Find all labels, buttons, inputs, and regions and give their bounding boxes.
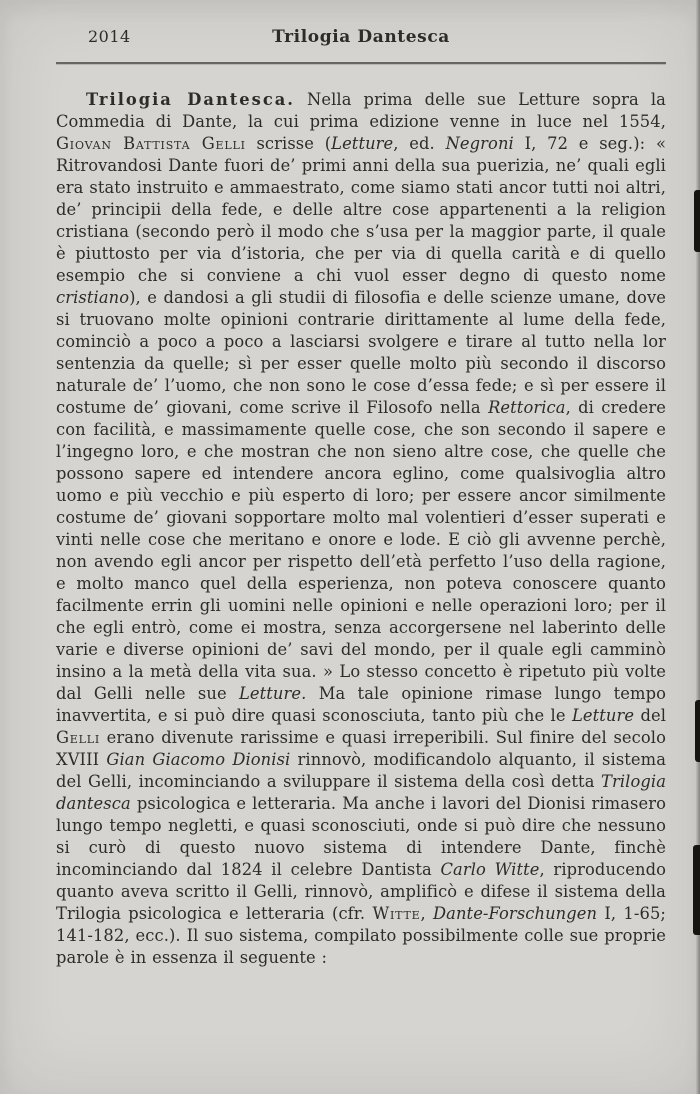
text-segment-italic: Dante-Forschungen — [433, 904, 598, 923]
text-segment-normal: , di credere con facilità, e massimamente quelle cose, che son secondo il sapere e l’ingegno loro, e che mostran che non sieno altre cose, che quelle che possono sapere ed intendere ancora eglino, come qualsivoglia altro uomo e più vecchio e più esperto di loro; per essere ancor similmente costume de’ giovani sopportare molto mal volentieri d’esser superati e vinti nelle cose che meritano e onore e lode. E ciò gli avvenne perchè, non avendo egli ancor per rispetto dell’età perfetto l’uso della ragione, e molto manco quel della esperienza, non poteva conoscere quanto facilmente errin gli uomini nelle opinioni e nelle operazioni loro; per il che egli entrò, come ei mostra, senza accorgersene nel laberinto delle varie e diverse opinioni de’ savi del mondo, per il quale egli camminò insino a la metà della vita sua. » Lo stesso concetto è ripetuto più volte dal Gelli nelle sue — [56, 398, 667, 703]
text-segment-smallcaps: Witte — [372, 904, 421, 923]
text-segment-italic: Gian Giacomo Dionisi — [106, 750, 291, 769]
text-segment-normal: , ed. — [393, 134, 446, 153]
article-body — [0, 65, 700, 969]
text-segment-normal: I, 1-65; 141-182, ecc.). Il suo sistema, compilato possibilmente colle sue proprie parole è in essenza il seguente : — [56, 904, 666, 967]
text-segment-normal: del — [634, 706, 667, 725]
page-header — [0, 0, 700, 55]
article-paragraph — [56, 89, 666, 969]
text-segment-italic: Letture — [331, 134, 394, 153]
text-segment-normal: erano divenute rarissime e quasi irreperibili. Sul finire del secolo XVIII — [56, 728, 666, 769]
scan-artifact — [694, 190, 700, 252]
text-segment-smallcaps: Giovan Battista Gelli — [56, 134, 246, 153]
scan-artifact — [695, 700, 700, 762]
page-number: 2014 — [88, 27, 131, 46]
text-segment-normal: , — [420, 904, 433, 923]
text-segment-normal: scrisse ( — [245, 134, 332, 153]
text-segment-normal: Ma tale opinione rimase lungo tempo inavvertita, e si può dire quasi sconosciuta, tanto più che le — [56, 684, 666, 725]
text-segment-italic: Negroni — [445, 134, 514, 153]
text-segment-normal: psicologica e letteraria. Ma anche i lavori del Dionisi rimasero lungo tempo negletti, e quasi sconosciuti, onde si può dire che nessuno si curò di questo nuovo sistema di intendere Dante, finchè incominciando dal 1824 il celebre Dantista — [56, 794, 666, 879]
text-segment-normal: Nella prima delle sue Letture sopra la Commedia di Dante, la cui prima edizione venne in luce nel 1554, — [56, 90, 666, 131]
text-segment-italic: cristiano — [56, 288, 130, 307]
text-segment-italic: Letture. — [238, 684, 307, 703]
text-segment-normal: rinnovò, modificandolo alquanto, il sistema del Gelli, incominciando a sviluppare il sistema della così detta — [56, 750, 666, 791]
text-segment-normal: ), e dandosi a gli studii di filosofia e delle scienze umane, dove si truovano molte opinioni contrarie dirittamente al lume della fede, cominciò a poco a poco a lasciarsi svolgere e tirare al tutto nella lor sentenzia da quelle; sì per esser quelle molto più secondo il discorso naturale de’ l’uomo, che non sono le cose d’essa fede; e sì per essere il costume de’ giovani, come scrive il Filosofo nella — [56, 288, 666, 417]
scan-artifact — [693, 845, 700, 935]
text-segment-italic: Trilogia dantesca — [56, 772, 666, 813]
text-segment-smallcaps: Gelli — [56, 728, 100, 747]
text-segment-italic: Letture — [571, 706, 635, 725]
text-segment-normal: , riproducendo quanto aveva scritto il Gelli, rinnovò, amplificò e difese il sistema della Trilogia psicologica e letteraria (cfr. — [56, 860, 667, 923]
text-segment-italic: Carlo Witte — [440, 860, 540, 879]
text-segment-italic: Rettorica — [488, 398, 566, 417]
running-title: Trilogia Dantesca — [272, 27, 450, 47]
text-segment-normal: I, 72 e seg.): « Ritrovandosi Dante fuori de’ primi anni della sua puerizia, ne’ quali egli era stato instruito e ammaestrato, come siamo stati ancor tutti noi altri, de’ principii della fede, e delle altre cose appartenenti a la religion cristiana (secondo però il modo che s’usa per la maggior parte, il quale è piuttosto per via d’istoria, che per via di quella carità e di quello esempio che si conviene a chi vuol esser degno di questo nome — [56, 134, 667, 285]
text-segment-lead: Trilogia Dantesca. — [86, 90, 295, 109]
